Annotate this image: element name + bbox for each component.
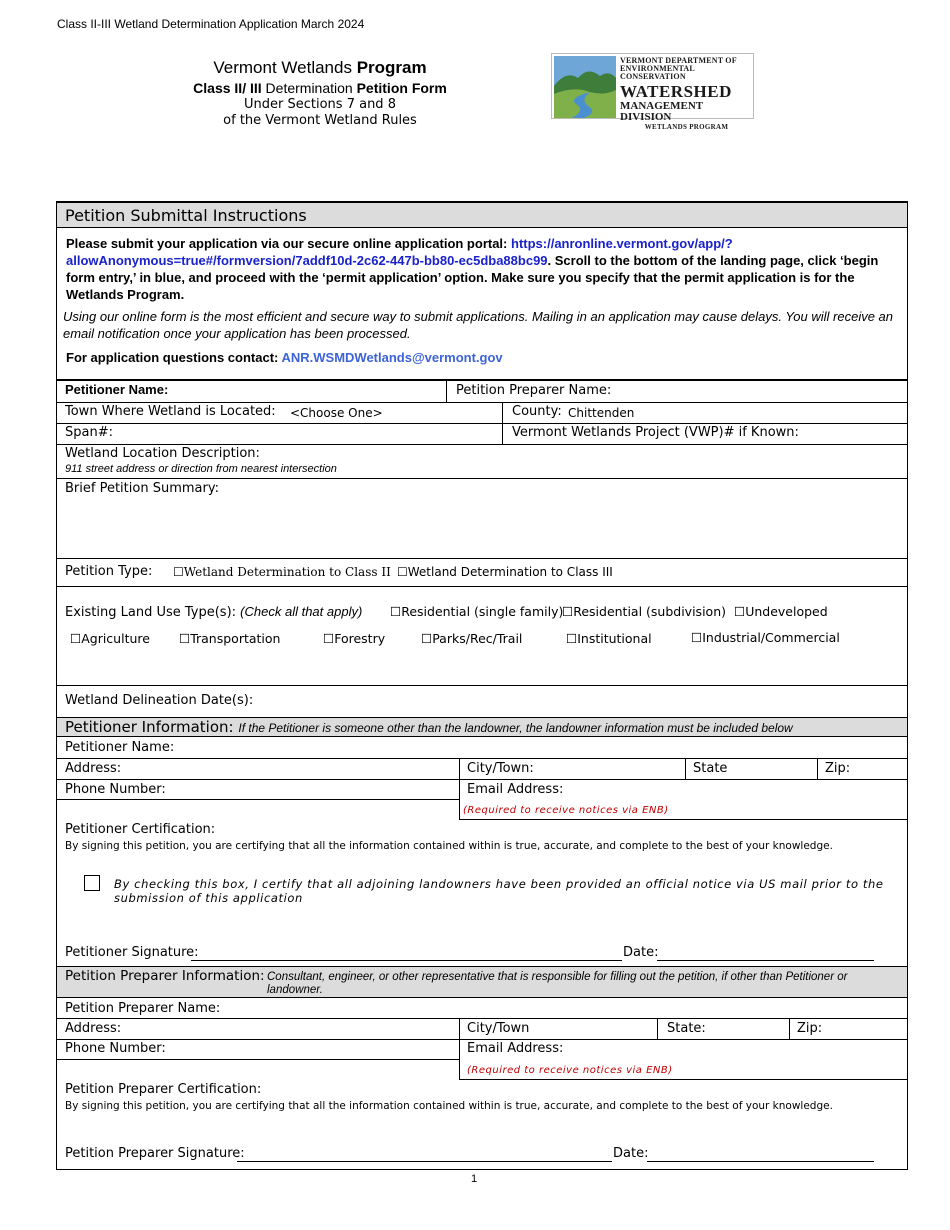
vwp-label: Vermont Wetlands Project (VWP)# if Known: [512, 425, 799, 440]
land-use-institutional-checkbox[interactable]: ☐Institutional [566, 631, 652, 646]
town-select[interactable]: <Choose One> [290, 406, 383, 420]
preparer-email-label: Email Address: [467, 1041, 564, 1056]
petitioner-date-line[interactable] [657, 960, 874, 961]
preparer-date-line[interactable] [647, 1161, 874, 1162]
county-value[interactable]: Chittenden [568, 406, 635, 420]
petitioner-phone-label: Phone Number: [65, 782, 166, 797]
preparer-signature-label: Petition Preparer Signature: [65, 1146, 245, 1161]
preparer-info-heading: Petition Preparer Information: [65, 968, 265, 984]
land-use-undeveloped-checkbox[interactable]: ☐Undeveloped [734, 604, 828, 619]
adjoining-landowner-checkbox[interactable] [84, 875, 100, 891]
petition-type-class-iii-checkbox[interactable]: ☐Wetland Determination to Class III [397, 565, 613, 579]
preparer-state-label: State: [667, 1021, 706, 1036]
land-use-transportation-checkbox[interactable]: ☐Transportation [179, 631, 281, 646]
preparer-name-field-label: Petition Preparer Name: [65, 1001, 221, 1016]
land-use-label: Existing Land Use Type(s): (Check all that apply) [65, 604, 363, 620]
form-subtitle-rules: of the Vermont Wetland Rules [223, 113, 417, 128]
preparer-city-label: City/Town [467, 1021, 530, 1036]
petition-type-label: Petition Type: [65, 564, 153, 579]
landscape-logo-icon [554, 56, 616, 118]
instructions-online-note: Using our online form is the most efficient and secure way to submit applications. Mailing in an application may cause delays. You will receive an email notification once your application has been processed. [63, 309, 894, 341]
land-use-forestry-checkbox[interactable]: ☐Forestry [323, 631, 386, 646]
county-label: County: [512, 404, 562, 419]
preparer-name-label: Petition Preparer Name: [456, 383, 612, 398]
preparer-info-note: Consultant, engineer, or other representative that is responsible for filling out the petition, if other than Petitioner or landowner. [267, 971, 848, 996]
contact-line: For application questions contact: ANR.WSMDWetlands@vermont.gov [66, 350, 503, 365]
contact-email-link[interactable]: ANR.WSMDWetlands@vermont.gov [281, 350, 503, 365]
logo-text: VERMONT DEPARTMENT OF ENVIRONMENTAL CONSERVATION WATERSHED MANAGEMENT DIVISION WETLANDS PROGRAM [620, 56, 737, 131]
petitioner-state-label: State [693, 761, 728, 776]
location-description-label: Wetland Location Description: [65, 446, 260, 461]
preparer-zip-label: Zip: [797, 1021, 823, 1036]
delineation-date-label: Wetland Delineation Date(s): [65, 693, 254, 708]
preparer-certification-text: By signing this petition, you are certifying that all the information contained within is true, accurate, and complete to the best of your knowledge. [65, 1100, 833, 1112]
petition-summary-label: Brief Petition Summary: [65, 481, 219, 496]
preparer-certification-label: Petition Preparer Certification: [65, 1082, 262, 1097]
land-use-residential-subdivision-checkbox[interactable]: ☐Residential (subdivision) [562, 604, 726, 619]
instructions-portal-paragraph: Please submit your application via our secure online application portal: https://anronline.vermont.gov/app/?allowAnonymous=true#/formversion/7addf10d-2c62-447b-bb80-ec5dba88bc99. Scroll to the bottom of the landing page, click ‘begin form entry,’ in blue, and proceed with the ‘permit application’ option. Make sure you specify that the permit application is for the Wetlands Program. [66, 236, 879, 302]
watershed-division-logo [551, 53, 754, 131]
land-use-parks-checkbox[interactable]: ☐Parks/Rec/Trail [421, 631, 523, 646]
petitioner-signature-line[interactable] [191, 960, 622, 961]
land-use-industrial-checkbox[interactable]: ☐Industrial/Commercial [691, 630, 840, 645]
preparer-phone-label: Phone Number: [65, 1041, 166, 1056]
portal-link[interactable]: https://anronline.vermont.gov/app/?allowAnonymous=true#/formversion/7addf10d-2c62-447b-bb80-ec5dba88bc99 [66, 236, 733, 268]
petitioner-email-note: (Required to receive notices via ENB) [463, 805, 669, 816]
petitioner-name-label: Petitioner Name: [65, 382, 169, 397]
petitioner-city-label: City/Town: [467, 761, 534, 776]
form-title: Class II/ III Determination Petition Form [193, 80, 447, 96]
program-title: Vermont Wetlands Program [213, 58, 427, 77]
preparer-signature-line[interactable] [237, 1161, 612, 1162]
petition-type-class-ii-checkbox[interactable]: ☐Wetland Determination to Class II [173, 565, 391, 579]
petitioner-certification-label: Petitioner Certification: [65, 822, 216, 837]
town-label: Town Where Wetland is Located: [65, 404, 276, 419]
preparer-date-label: Date: [613, 1146, 649, 1161]
page-number: 1 [471, 1173, 478, 1185]
land-use-residential-single-checkbox[interactable]: ☐Residential (single family) [390, 604, 564, 619]
petitioner-certification-text: By signing this petition, you are certifying that all the information contained within is true, accurate, and complete to the best of your knowledge. [65, 840, 833, 852]
document-header-note: Class II-III Wetland Determination Application March 2024 [57, 17, 365, 31]
petitioner-email-label: Email Address: [467, 782, 564, 797]
preparer-address-label: Address: [65, 1021, 122, 1036]
instructions-heading: Petition Submittal Instructions [65, 206, 307, 225]
span-label: Span#: [65, 425, 113, 440]
location-description-hint: 911 street address or direction from nearest intersection [65, 463, 337, 475]
petitioner-info-heading: Petitioner Information: If the Petitioner is someone other than the landowner, the landowner information must be included below [65, 718, 793, 736]
petitioner-signature-label: Petitioner Signature: [65, 945, 199, 960]
adjoining-landowner-certification-text: By checking this box, I certify that all adjoining landowners have been provided an official notice via US mail prior to the submission of this application [114, 877, 884, 905]
form-subtitle-sections: Under Sections 7 and 8 [244, 97, 396, 112]
petitioner-date-label: Date: [623, 945, 659, 960]
form-title-block [170, 58, 470, 128]
petitioner-zip-label: Zip: [825, 761, 851, 776]
land-use-agriculture-checkbox[interactable]: ☐Agriculture [70, 631, 150, 646]
preparer-email-note: (Required to receive notices via ENB) [467, 1065, 673, 1076]
petitioner-address-label: Address: [65, 761, 122, 776]
petitioner-name-field-label: Petitioner Name: [65, 740, 175, 755]
